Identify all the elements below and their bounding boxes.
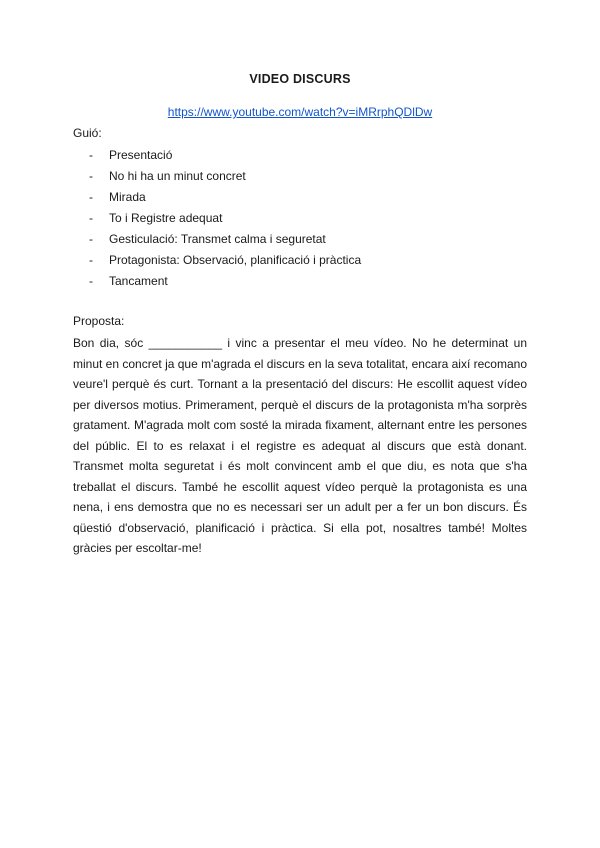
- list-item: - To i Registre adequat: [89, 211, 223, 225]
- guio-list: [73, 147, 361, 294]
- list-item: - Gesticulació: Transmet calma i seguretat: [89, 232, 326, 246]
- list-item: - No hi ha un minut concret: [89, 169, 246, 183]
- document-title: VIDEO DISCURS: [249, 72, 351, 86]
- youtube-link[interactable]: https://www.youtube.com/watch?v=iMRrphQDlDw: [167, 105, 433, 119]
- list-item: - Mirada: [89, 190, 146, 204]
- list-item: - Protagonista: Observació, planificació i pràctica: [89, 253, 362, 267]
- proposta-label: Proposta:: [73, 314, 125, 328]
- list-item: - Tancament: [89, 274, 168, 288]
- guio-label: Guió:: [73, 126, 102, 140]
- proposta-paragraph: Bon dia, sóc ___________ i vinc a presentar el meu vídeo. No he determinat un minut en concret ja que m'agrada el discurs en la seva totalitat, encara així recomano veure'l perquè és curt. Tornant a la presentació del discurs: He escollit aquest vídeo per diversos motius. Primerament, perquè el discurs de la protagonista m'ha sorprès gratament. M'agrada molt com sosté la mirada fixament, alternant entre les persones del públic. El to es relaxat i el registre es adequat al discurs que està donant. Transmet molta seguretat i és molt convincent amb el que diu, es nota que s'ha treballat el discurs. També he escollit aquest vídeo perquè la protagonista es una nena, i ens demostra que no es necessari ser un adult per a fer un bon discurs. És qüestió d'observació, planificació i pràctica. Si ella pot, nosaltres també! Moltes gràcies per escoltar-me!: [73, 336, 527, 555]
- list-item: - Presentació: [89, 148, 173, 162]
